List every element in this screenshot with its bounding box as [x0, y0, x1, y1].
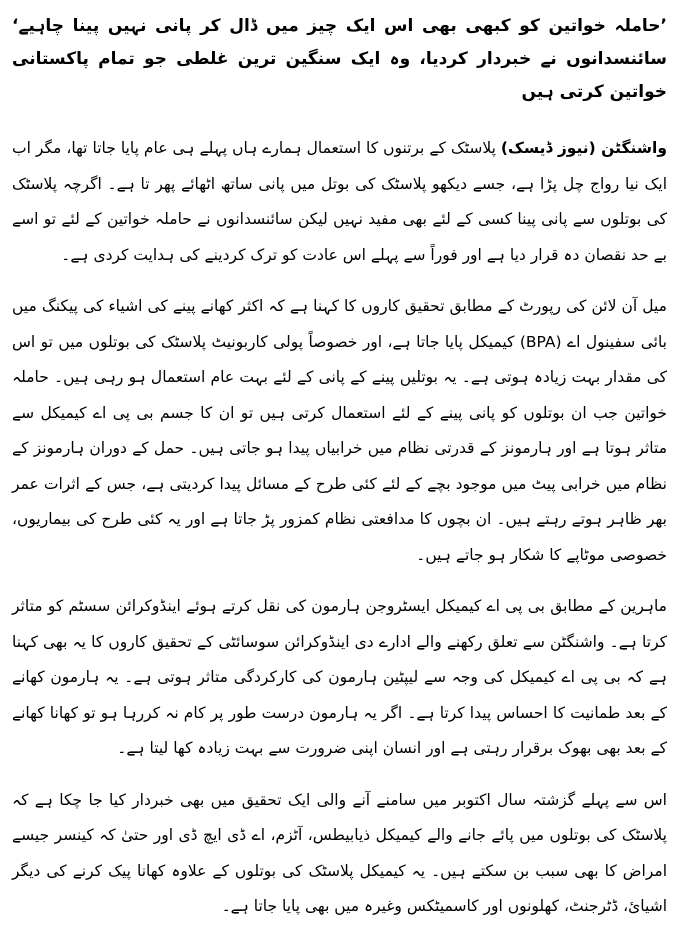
article-paragraph-2: [12, 289, 667, 573]
paragraph-text: اس سے پہلے گزشتہ سال اکتوبر میں سامنے آنے والی ایک تحقیق میں بھی خبردار کیا جا چکا ہے کہ پلاسٹک کی بوتلوں میں پائے جانے والے کیمیکل ذیابیطس، آٹزم، اے ڈی ایچ ڈی اور حتیٰ کہ کینسر جیسے امراض کا بھی سبب بن سکتے ہیں۔ یہ کیمیکل پلاسٹک کی بوتلوں کے علاوہ کھانا پیک کرنے کی دیگر اشیائ، ڈٹرجنٹ، کھلونوں اور کاسمیٹکس وغیرہ میں بھی پایا جاتا ہے۔: [12, 790, 667, 915]
article-headline: ’حاملہ خواتین کو کبھی بھی اس ایک چیز میں ڈال کر پانی نہیں پینا چاہیے‘ سائنسدانوں نے خبردار کردیا، وہ ایک سنگین ترین غلطی جو تمام پاکستانی خواتین کرتی ہیں: [12, 16, 667, 102]
paragraph-text: پلاسٹک کے برتنوں کا استعمال ہمارے ہاں پہلے ہی عام پایا جاتا تھا، مگر اب ایک نیا رواج چل پڑا ہے، جسے دیکھو پلاسٹک کی بوتل میں پانی ساتھ اٹھائے پھر تا ہے۔ اگرچہ پلاسٹک کی بوتلوں سے پانی پینا کسی کے لئے بھی مفید نہیں لیکن سائنسدانوں نے حاملہ خواتین کے لئے تو اسے بے حد نقصان دہ قرار دیا ہے اور فوراً سے پہلے اس عادت کو ترک کردینے کی ہدایت کردی ہے۔: [12, 139, 667, 264]
article-paragraph-4: [12, 783, 667, 925]
article-paragraph-3: [12, 589, 667, 767]
paragraph-text: ماہرین کے مطابق بی پی اے کیمیکل ایسٹروجن ہارمون کی نقل کرتے ہوئے اینڈوکرائن سسٹم کو متاثر کرتا ہے۔ واشنگٹن سے تعلق رکھنے والے ادارے دی اینڈوکرائن سوسائٹی کے تحقیق کاروں کا یہ بھی کہنا ہے کہ بی پی اے کیمیکل کی وجہ سے لیپٹین ہارمون کی کارکردگی متاثر ہوتی ہے۔ یہ ہارمون کھانے کے بعد طمانیت کا احساس پیدا کرتا ہے۔ اگر یہ ہارمون درست طور پر کام نہ کررہا ہو تو کھانا کھانے کے بعد بھی بھوک برقرار رہتی ہے اور انسان اپنی ضرورت سے بہت زیادہ کھا لیتا ہے۔: [12, 597, 667, 757]
article-paragraph-1: [12, 131, 667, 273]
paragraph-text: میل آن لائن کی رپورٹ کے مطابق تحقیق کاروں کا کہنا ہے کہ اکثر کھانے پینے کی اشیاء کی پیکنگ میں بائی سفینول اے (BPA) کیمیکل پایا جاتا ہے، اور خصوصاً پولی کاربونیٹ پلاسٹک کی بوتلوں میں تو اس کی مقدار بہت زیادہ ہوتی ہے۔ یہ بوتلیں پینے کے پانی کے لئے بہت عام استعمال ہو رہی ہیں۔ حاملہ خواتین جب ان بوتلوں کو پانی پینے کے لئے استعمال کرتی ہیں تو ان کا جسم بی پی اے کیمیکل سے متاثر ہوتا ہے اور ہارمونز کے قدرتی نظام میں خرابیاں پیدا ہو جاتی ہیں۔ حمل کے دوران ہارمونز کے نظام میں خرابی پیٹ میں موجود بچے کے لئے کئی طرح کے مسائل پیدا کردیتی ہے، جس کے اثرات عمر بھر ظاہر ہوتے رہتے ہیں۔ ان بچوں کا مدافعتی نظام کمزور پڑ جاتا ہے اور یہ کئی طرح کی بیماریوں، خصوصی موٹاپے کا شکار ہو جاتے ہیں۔: [12, 297, 667, 564]
dateline: واشنگٹن (نیوز ڈیسک): [500, 139, 667, 157]
